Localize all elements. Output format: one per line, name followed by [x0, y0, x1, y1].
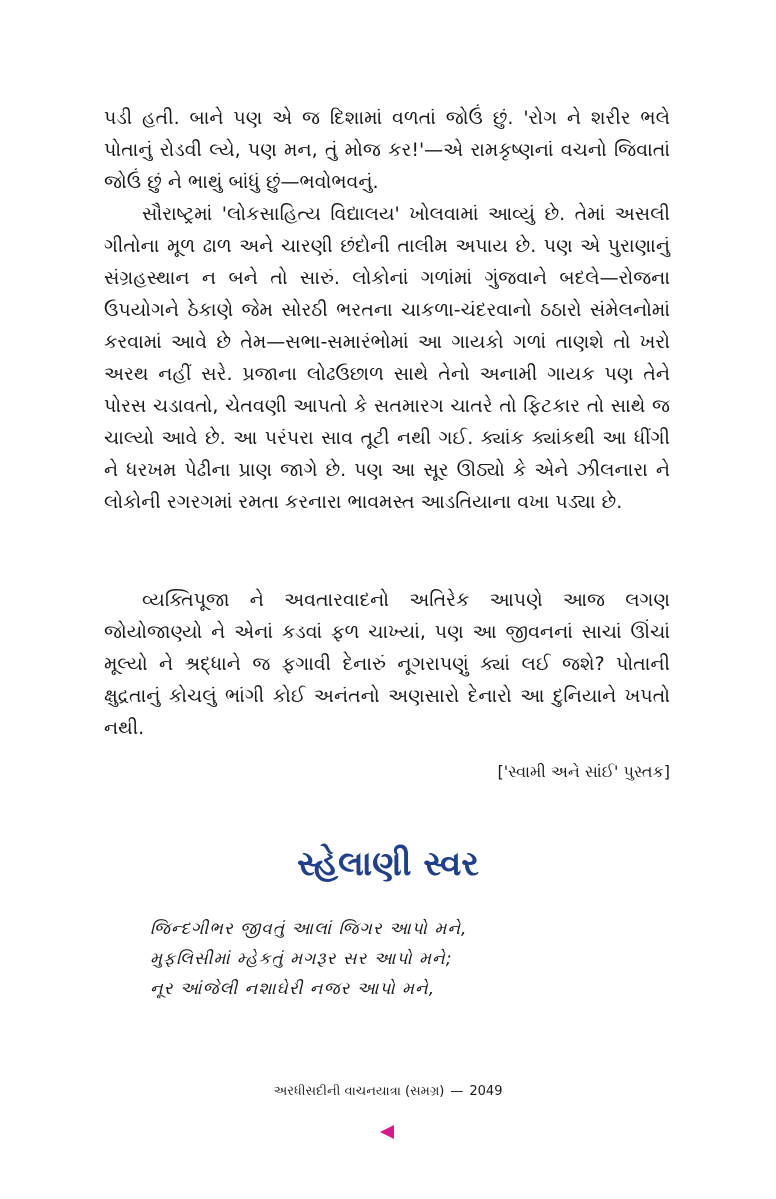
book-title: અરધીસદીની વાચનયાત્રા (સમગ્ર) [273, 1084, 445, 1099]
poem-line: મુફલિસીમાં મ્હેકતું મગરૂર સર આપો મને; [150, 949, 453, 969]
poem-line: જિન્દગીભર જીવતું આલાં જિગર આપો મને, [150, 919, 468, 939]
page-number: 2049 [469, 1084, 503, 1099]
paragraph-lok-sahitya [104, 198, 670, 518]
paragraph-vyaktipuja [104, 584, 670, 744]
section-heading: સ્હેલાણી સ્વર [297, 844, 479, 884]
paragraph-text: પડી હતી. બાને પણ એ જ દિશામાં વળતાં જોઉં છું. 'રોગ ને શરીર ભલે પોતાનું રોડવી લ્યે, પણ મન, તું મોજ કર!'—એ રામકૃષ્ણનાં વચનો જિવાતાં જોઉં છું ને ભાથું બાંધું છું—ભવોભવનું. [104, 107, 670, 193]
poem [150, 914, 467, 1004]
paragraph-text: વ્યક્તિપૂજા ને અવતારવાદનો અતિરેક આપણે આજ લગણ જોયોજાણ્યો ને એનાં કડવાં ફળ ચાખ્યાં, પણ આ જીવનનાં સાચાં ઊંચાં મૂલ્યો ને શ્રદ્ધાને જ ફગાવી દેનારું નૂગરાપણું ક્યાં લઈ જશે? પોતાની ક્ષુદ્રતાનું કોચલું ભાંગી કોઈ અનંતનો અણસારો દેનારો આ દુનિયાને ખપતો નથી. [104, 589, 670, 739]
previous-page-arrow-icon[interactable] [380, 1125, 394, 1139]
poem-line: નૂર આંજેલી નશાઘેરી નજર આપો મને, [150, 979, 436, 999]
footer-dash: — [450, 1084, 464, 1099]
paragraph-text: સૌરાષ્ટ્રમાં 'લોકસાહિત્ય વિદ્યાલય' ખોલવામાં આવ્યું છે. તેમાં અસલી ગીતોના મૂળ ઢાળ અને ચારણી છંદોની તાલીમ અપાય છે. પણ એ પુરાણાનું સંગ્રહસ્થાન ન બને તો સારું. લોકોનાં ગળાંમાં ગુંજવાને બદલે—રોજના ઉપયોગને ઠેકાણે જેમ સોરઠી ભરતના ચાકળા-ચંદરવાનો ઠઠારો સંમેલનોમાં કરવામાં આવે છે તેમ—સભા-સમારંભોમાં આ ગાયકો ગળાં તાણશે તો ખરો અરથ નહીં સરે. પ્રજાના લોઢઉછાળ સાથે તેનો અનામી ગાયક પણ તેને પોરસ ચડાવતો, ચેતવણી આપતો કે સતમારગ ચાતરે તો ફિટકાર તો સાથે જ ચાલ્યો આવે છે. આ પરંપરા સાવ તૂટી નથી ગઈ. ક્યાંક ક્યાંકથી આ ધીંગી ને ધરખમ પેઢીના પ્રાણ જાગે છે. પણ આ સૂર ઊઠ્યો કે એને ઝીલનારા ને લોકોની રગરગમાં રમતા કરનારા ભાવમસ્ત આડતિયાના વખા પડ્યા છે. [104, 203, 670, 513]
page-footer [0, 1084, 776, 1099]
paragraph-continued [104, 102, 670, 198]
source-citation: ['સ્વામી અને સાંઈ' પુસ્તક] [497, 762, 670, 781]
